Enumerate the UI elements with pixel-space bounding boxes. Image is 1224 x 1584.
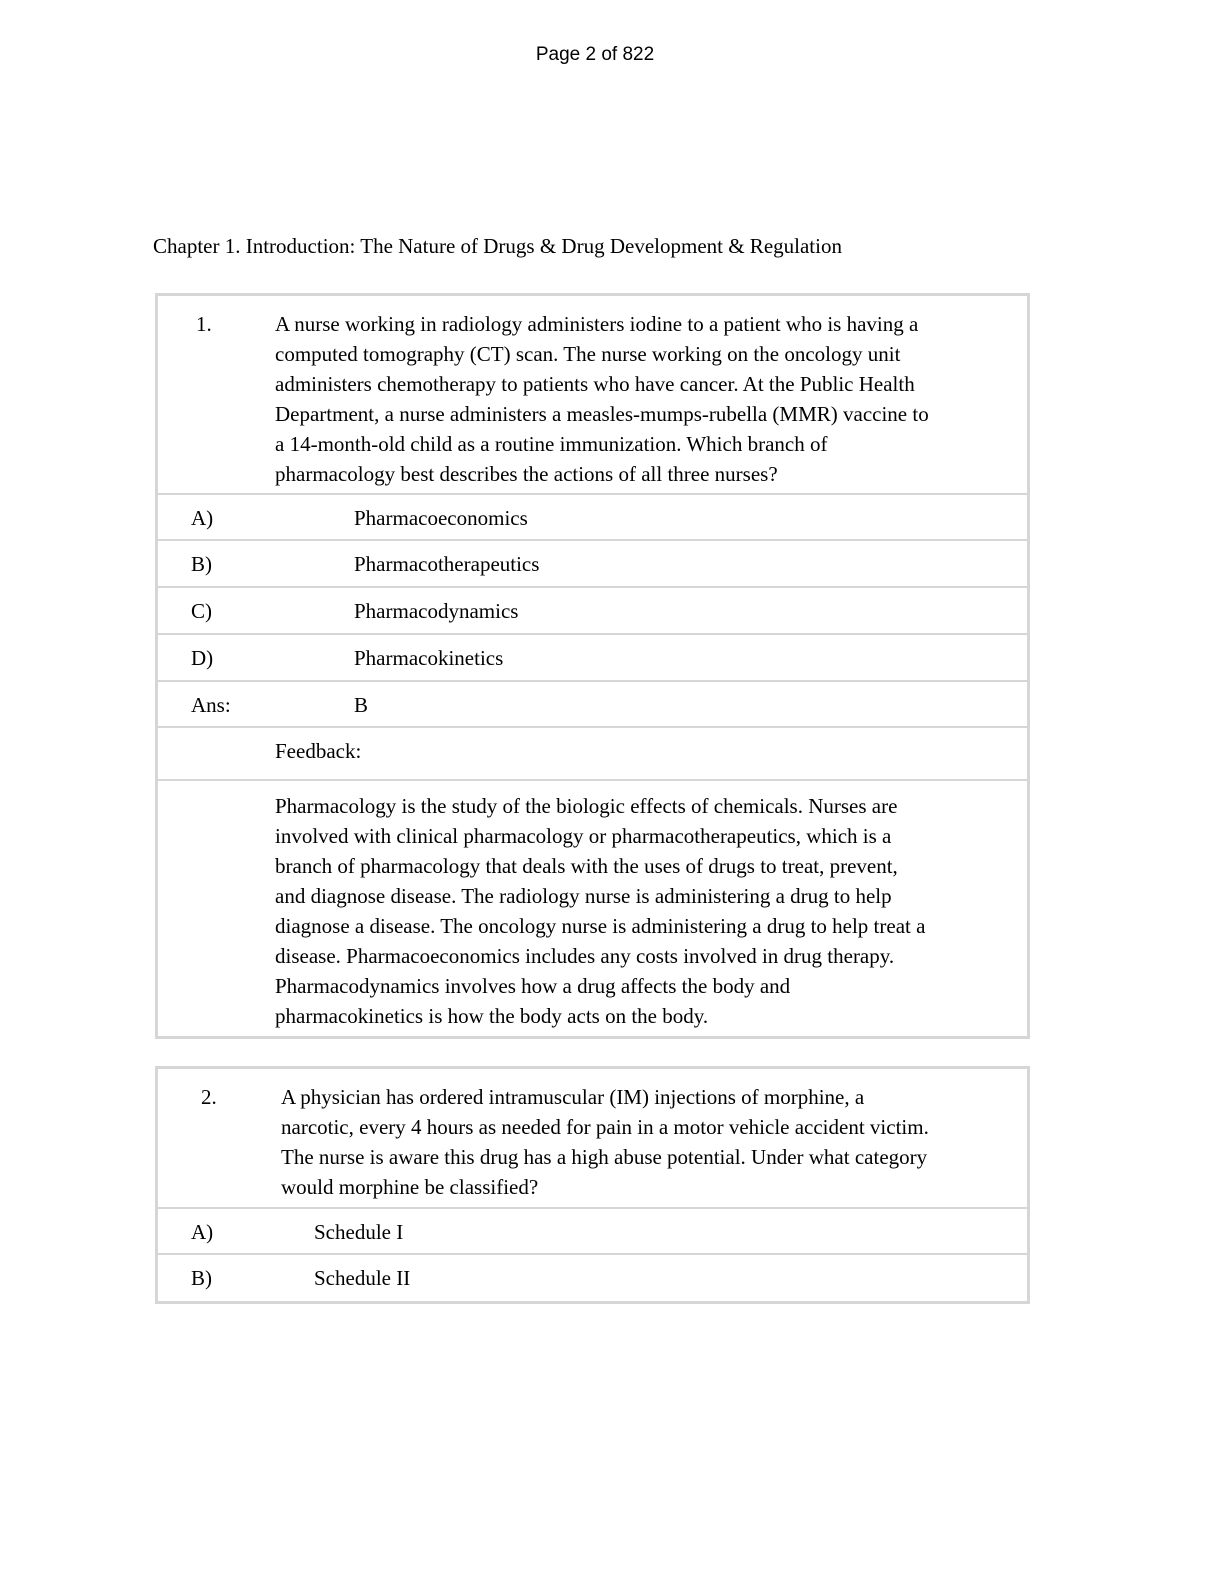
feedback-line: Pharmacology is the study of the biologic effects of chemicals. Nurses are (275, 794, 898, 818)
question-number: 1. (196, 312, 212, 336)
option-label: B) (191, 1266, 212, 1290)
question-1-table (155, 293, 1030, 1039)
page-number: Page 2 of 822 (535, 44, 655, 65)
option-label: D) (191, 646, 214, 670)
stem-line: would morphine be classified? (281, 1175, 539, 1199)
stem-line: A nurse working in radiology administers iodine to a patient who is having a (275, 312, 919, 336)
stem-line: computed tomography (CT) scan. The nurse working on the oncology unit (275, 342, 901, 366)
stem-line: pharmacology best describes the actions of all three nurses? (275, 462, 778, 486)
option-label: C) (191, 599, 212, 623)
feedback-line: involved with clinical pharmacology or pharmacotherapeutics, which is a (275, 824, 892, 848)
question-2-stem-row (158, 1069, 1027, 1209)
question-1-stem-row (158, 296, 1027, 495)
feedback-line: Pharmacodynamics involves how a drug affects the body and (275, 974, 791, 998)
stem-line: A physician has ordered intramuscular (IM) injections of morphine, a (281, 1085, 865, 1109)
option-row-b (158, 1255, 1027, 1301)
stem-line: administers chemotherapy to patients who have cancer. At the Public Health (275, 372, 915, 396)
feedback-label-row (158, 728, 1027, 781)
feedback-line: and diagnose disease. The radiology nurse is administering a drug to help (275, 884, 892, 908)
option-text: Pharmacokinetics (354, 646, 504, 670)
option-text: Pharmacodynamics (354, 599, 519, 623)
answer-label: Ans: (191, 693, 231, 717)
feedback-row (158, 781, 1027, 1036)
feedback-label: Feedback: (275, 739, 362, 763)
stem-line: Department, a nurse administers a measles-mumps-rubella (MMR) vaccine to (275, 402, 929, 426)
feedback-line: pharmacokinetics is how the body acts on the body. (275, 1004, 709, 1028)
option-text: Schedule I (314, 1220, 404, 1244)
question-stem (275, 309, 929, 489)
stem-line: a 14-month-old child as a routine immunization. Which branch of (275, 432, 828, 456)
feedback-line: branch of pharmacology that deals with the uses of drugs to treat, prevent, (275, 854, 898, 878)
question-2-table (155, 1066, 1030, 1304)
answer-value: B (354, 693, 369, 717)
feedback-line: diagnose a disease. The oncology nurse is administering a drug to help treat a (275, 914, 926, 938)
answer-row (158, 682, 1027, 728)
option-row-a (158, 1209, 1027, 1255)
question-stem (281, 1082, 929, 1202)
option-text: Schedule II (314, 1266, 411, 1290)
stem-line: The nurse is aware this drug has a high abuse potential. Under what category (281, 1145, 928, 1169)
option-label: A) (191, 506, 214, 530)
option-row-b (158, 541, 1027, 588)
feedback-text (275, 791, 925, 1031)
option-label: B) (191, 552, 212, 576)
option-text: Pharmacoeconomics (354, 506, 528, 530)
option-label: A) (191, 1220, 214, 1244)
option-row-c (158, 588, 1027, 635)
option-row-a (158, 495, 1027, 541)
stem-line: narcotic, every 4 hours as needed for pain in a motor vehicle accident victim. (281, 1115, 929, 1139)
feedback-line: disease. Pharmacoeconomics includes any costs involved in drug therapy. (275, 944, 895, 968)
question-number: 2. (201, 1085, 217, 1109)
chapter-title: Chapter 1. Introduction: The Nature of Drugs & Drug Development & Regulation (153, 234, 842, 258)
option-row-d (158, 635, 1027, 682)
option-text: Pharmacotherapeutics (354, 552, 540, 576)
